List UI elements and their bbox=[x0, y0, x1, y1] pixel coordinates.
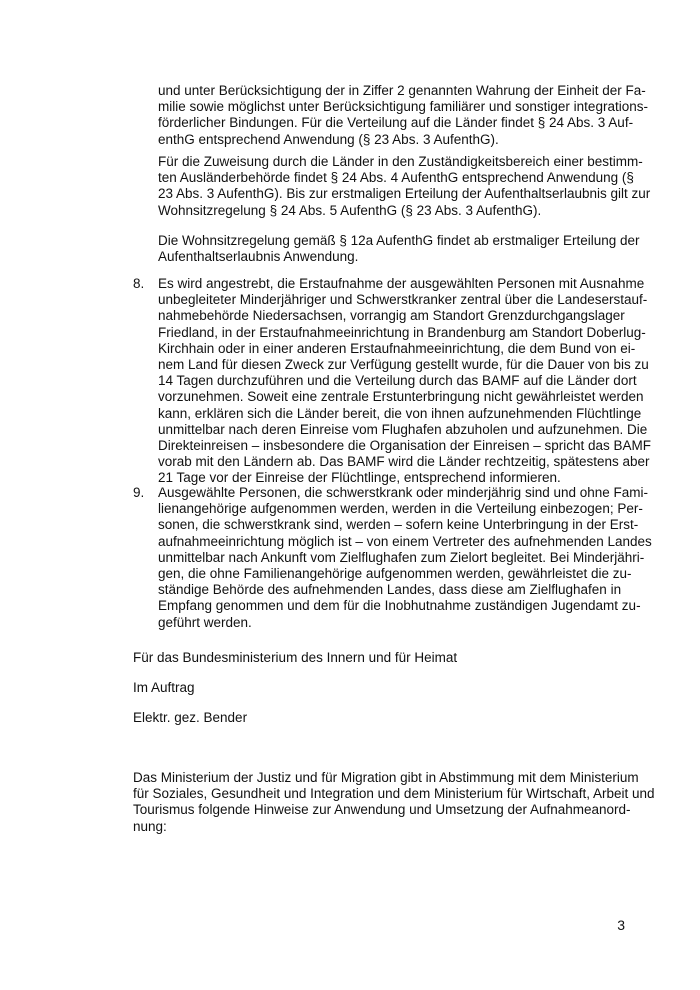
paragraph-distribution bbox=[158, 83, 648, 148]
text-line: Wohnsitzregelung § 24 Abs. 5 AufenthG (§ 23 Abs. 3 AufenthG). bbox=[158, 202, 542, 218]
signature-ministry: Für das Bundesministerium des Innern und für Heimat bbox=[133, 650, 458, 665]
text-line: förderlicher Bindungen. Für die Verteilung auf die Länder findet § 24 Abs. 3 Auf- bbox=[158, 115, 634, 131]
text-line: 14 Tagen durchzuführen und die Verteilung durch das BAMF auf die Länder dort bbox=[158, 373, 637, 389]
signature-name: Elektr. gez. Bender bbox=[133, 710, 248, 725]
closing-paragraph bbox=[133, 770, 655, 835]
text-line: Empfang genommen und dem für die Inobhutnahme zuständigen Jugendamt zu- bbox=[158, 598, 641, 614]
text-line: nahmebehörde Niedersachsen, vorrangig am Standort Grenzdurchgangslager bbox=[158, 308, 625, 324]
signature-on-behalf: Im Auftrag bbox=[133, 680, 195, 695]
text-line: sonen, die schwerstkrank sind, werden – sofern keine Unterbringung in der Erst- bbox=[158, 517, 639, 533]
paragraph-residence-rule bbox=[158, 233, 640, 265]
text-line: unmittelbar nach Ankunft vom Zielflughafen zum Zielort begleitet. Bei Minderjähri- bbox=[158, 549, 645, 565]
item-9-number: 9. bbox=[133, 485, 145, 500]
text-line: Die Wohnsitzregelung gemäß § 12a AufenthG findet ab erstmaliger Erteilung der bbox=[158, 233, 640, 248]
item-9-text bbox=[158, 485, 652, 631]
text-line: gen, die ohne Familienangehörige aufgenommen werden, gewährleistet die zu- bbox=[158, 566, 632, 582]
text-line: enthG entsprechend Anwendung (§ 23 Abs. 3 AufenthG). bbox=[158, 131, 499, 147]
text-line: Tourismus folgende Hinweise zur Anwendung und Umsetzung der Aufnahmeanord- bbox=[133, 802, 631, 818]
text-line: milie sowie möglichst unter Berücksichtigung familiärer und sonstiger integrations- bbox=[158, 99, 648, 115]
text-line: und unter Berücksichtigung der in Ziffer 2 genannten Wahrung der Einheit der Fa- bbox=[158, 83, 646, 98]
text-line: Ausgewählte Personen, die schwerstkrank oder minderjährig sind und ohne Fami- bbox=[158, 485, 649, 500]
text-line: Direkteinreisen – insbesondere die Organisation der Einreisen – spricht das BAMF bbox=[158, 438, 652, 454]
text-line: Das Ministerium der Justiz und für Migration gibt in Abstimmung mit dem Ministerium bbox=[133, 770, 639, 785]
text-line: kann, erklären sich die Länder bereit, die von ihnen aufzunehmenden Flüchtlinge bbox=[158, 405, 642, 421]
text-line: Aufenthaltserlaubnis Anwendung. bbox=[158, 249, 359, 265]
text-line: Friedland, in der Erstaufnahmeeinrichtung in Brandenburg am Standort Doberlug- bbox=[158, 324, 646, 340]
text-line: 21 Tage vor der Einreise der Flüchtlinge, entsprechend informieren. bbox=[158, 470, 561, 486]
text-line: vorab mit den Ländern ab. Das BAMF wird die Länder rechtzeitig, spätestens aber bbox=[158, 454, 650, 470]
text-line: Kirchhain oder in einer anderen Erstaufnahmeeinrichtung, die dem Bund von ei- bbox=[158, 340, 636, 356]
text-line: nung: bbox=[133, 818, 167, 834]
item-8-text bbox=[158, 276, 652, 487]
text-line: lienangehörige aufgenommen werden, werden in die Verteilung einbezogen; Per- bbox=[158, 501, 643, 517]
text-line: ständige Behörde des aufnehmenden Landes, dass diese am Zielflughafen in bbox=[158, 582, 622, 598]
text-line: 23 Abs. 3 AufenthG). Bis zur erstmaligen Erteilung der Aufenthaltserlaubnis gilt zur bbox=[158, 186, 651, 202]
text-line: nem Land für diesen Zweck zur Verfügung gestellt wurde, für die Dauer von bis zu bbox=[158, 357, 649, 373]
paragraph-assignment bbox=[158, 154, 651, 219]
text-line: für Soziales, Gesundheit und Integration und dem Ministerium für Wirtschaft, Arbeit und bbox=[133, 786, 655, 802]
text-line: vorzunehmen. Soweit eine zentrale Erstunterbringung nicht gewährleistet werden bbox=[158, 389, 644, 405]
text-line: ten Ausländerbehörde findet § 24 Abs. 4 AufenthG entsprechend Anwendung (§ bbox=[158, 170, 634, 186]
item-8-number: 8. bbox=[133, 276, 145, 291]
text-line: geführt werden. bbox=[158, 614, 252, 630]
text-line: aufnahmeeinrichtung möglich ist – von einem Vertreter des aufnehmenden Landes bbox=[158, 533, 652, 549]
page-number: 3 bbox=[617, 917, 625, 933]
text-line: Es wird angestrebt, die Erstaufnahme der ausgewählten Personen mit Ausnahme bbox=[158, 276, 645, 291]
text-line: Für die Zuweisung durch die Länder in den Zuständigkeitsbereich einer bestimm- bbox=[158, 154, 643, 169]
text-line: unmittelbar nach deren Einreise vom Flughafen abzuholen und aufzunehmen. Die bbox=[158, 421, 648, 437]
text-line: unbegleiteter Minderjähriger und Schwerstkranker zentral über die Landeserstauf- bbox=[158, 292, 648, 308]
